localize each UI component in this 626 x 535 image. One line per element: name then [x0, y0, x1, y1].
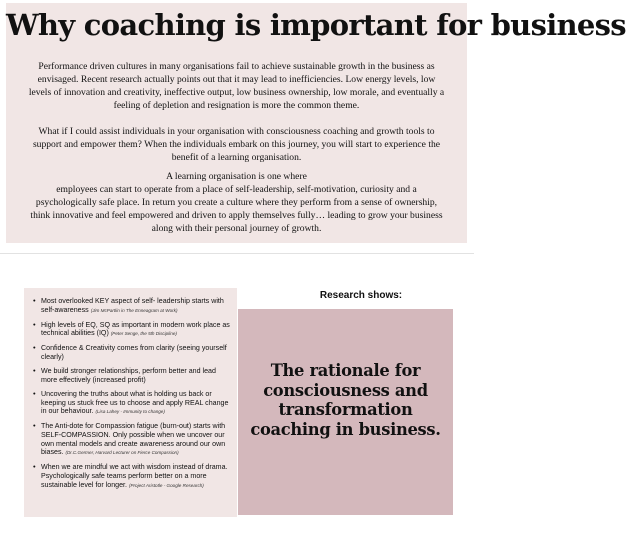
bullet-text: Uncovering the truths about what is holding us back or keeping us stuck free us to choose and apply REAL change in our behaviour.	[41, 389, 229, 416]
list-item	[41, 367, 233, 384]
section-divider	[0, 253, 474, 254]
learning-organisation-body: employees can start to operate from a place of self-leadership, self-motivation, curiosity and a psychologically safe place. In return you create a culture where they perform from a sense of ownership, think innovative and feel empowered and driven to apply themselves fully… leading to grow your business along with their personal journey of growth.	[30, 183, 443, 234]
list-item	[41, 390, 233, 417]
rationale-card	[238, 309, 453, 515]
list-item	[41, 422, 233, 458]
intro-paragraph-consciousness: What if I could assist individuals in your organisation with consciousness coaching and growth tools to support and empower them? When the individuals embark on this journey, you will start to experience the benefit of a learning organisation.	[32, 126, 441, 163]
bullet-source: (Project Aristotle - Google Research)	[128, 482, 204, 488]
bullet-text: High levels of EQ, SQ as important in modern work place as technical abilities (IQ)	[41, 320, 230, 338]
learning-organisation-lead: A learning organisation is one where	[166, 171, 307, 182]
list-item	[41, 463, 233, 490]
research-bullet-list	[24, 288, 237, 490]
rationale-heading: The rationale for consciousness and transformation coaching in business.	[250, 361, 441, 439]
bullet-text: We build stronger relationships, perform better and lead more effectively (increased profit)	[41, 367, 216, 384]
intro-paragraph-performance: Performance driven cultures in many organisations fail to achieve sustainable growth in the business as envisaged. Recent research actually points out that it may lead to inefficiencies. Low energy levels, low levels of innovation and creativity, ineffective output, low business ownership, low morale, and eventually a feeling of depletion and resignation is more the common theme.	[28, 61, 445, 111]
bullet-text: The Anti-dote for Compassion fatigue (burn-out) starts with SELF-COMPASSION. Only possible when we uncover our own mental models and create awareness around our own biases.	[41, 422, 226, 457]
page-title: Why coaching is important for business	[6, 8, 626, 42]
research-bullets-card	[24, 288, 237, 517]
bullet-text: Confidence & Creativity comes from clarity (seeing yourself clearly)	[41, 344, 227, 362]
research-label: Research shows:	[319, 290, 403, 301]
list-item	[41, 297, 233, 315]
bullet-source: (Lisa Lahey - Immunity to change)	[95, 409, 165, 415]
bullet-text: Most overlooked KEY aspect of self- leadership starts with self-awareness	[41, 297, 224, 314]
list-item	[41, 321, 233, 339]
intro-card	[6, 3, 626, 243]
bullet-text: When we are mindful we act with wisdom instead of drama. Psychologically safe teams perform better on a more sustainable level for longer.	[41, 463, 228, 489]
list-item	[41, 344, 233, 361]
bullet-source: (Jim McPartlin in The Enneagram at Work)	[90, 307, 178, 313]
intro-paragraph-learning-organisation	[26, 171, 447, 236]
bullet-source: (Peter Senge, the 5th Discipline)	[110, 331, 177, 337]
bullet-source: (Dr.C.Germer, Harvard Lecturer on Fierce Compassion)	[65, 450, 179, 456]
